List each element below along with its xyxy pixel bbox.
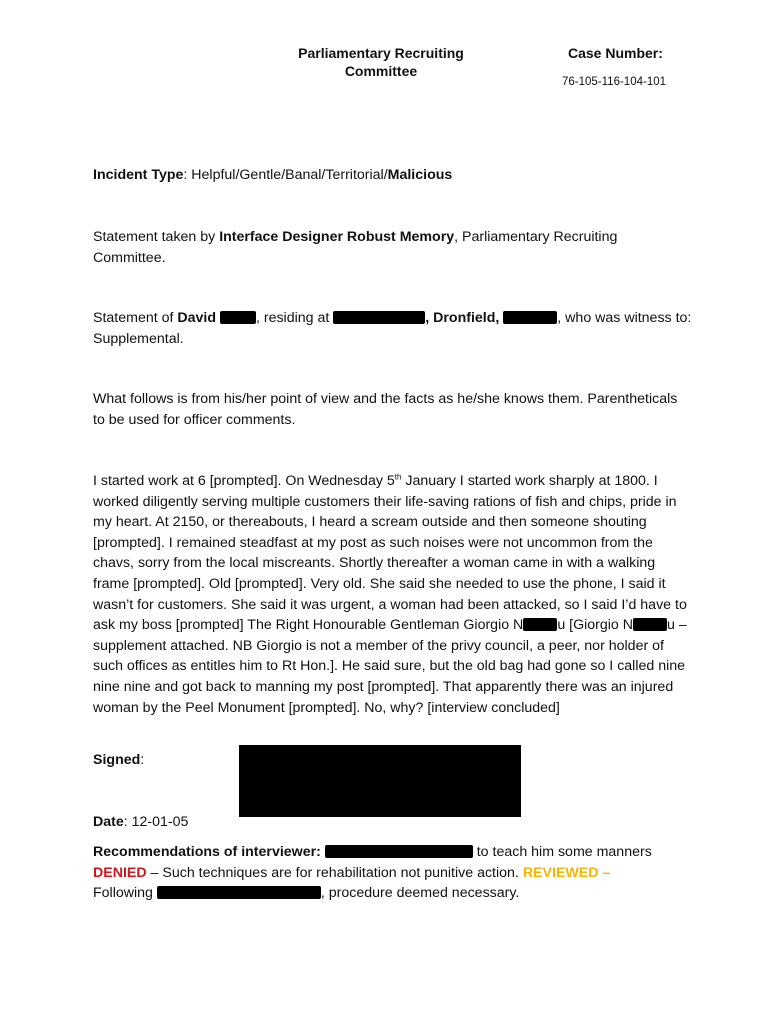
witness-town: , Dronfield, [425, 310, 504, 326]
signature-redaction [239, 745, 521, 817]
preamble: What follows is from his/her point of view and the facts as he/she knows them. Parentheticals to be used for officer comments. [93, 391, 678, 428]
case-number-value: 76-105-116-104-101 [562, 76, 667, 88]
witness-statement-body: I started work at 6 [prompted]. On Wednesday 5th January I started work sharply at 1800. I worked diligently serving multiple customers their life-saving rations of fish and chips, pride in my heart. At 2150, or thereabouts, I heard a scream outside and then someone shouting [prompted]. I remained steadfast at my post as such noises were not uncommon from the chavs, sorry from the local miscreants. Shortly thereafter a woman came in with a walking frame [prompted]. Old [prompted]. Very old. She said she needed to use the phone, I said it wasn’t for customers. She said it was urgent, a woman had been attacked, so I said I’d have to ask my boss [prompted] The Right Honourable Gentleman Giorgio N u [Giorgio N u – supplement attached. NB Giorgio is not a member of the privy council, a peer, nor holder of such offices as entitles him to Rt Hon.]. He said sure, but the old bag had gone so I called nine nine nine and got back to manning my post [prompted]. That apparently there was an injured woman by the Peel Monument [prompted]. No, why? [interview concluded] [93, 472, 687, 716]
statement-of: Statement of David , residing at , Dronfield, , who was witness to: Supplemental. [93, 310, 692, 347]
interviewer-name: Interface Designer Robust Memory [219, 229, 455, 245]
redaction-postcode [503, 311, 557, 324]
signed-label: Signed: [93, 752, 145, 768]
incident-type-options: Helpful/Gentle/Banal/Territorial/ [191, 167, 388, 183]
recommendations: Recommendations of interviewer: to teach him some manners DENIED – Such techniques are for rehabilitation not punitive action. REVIEWED – Following , procedure deemed necessary. [93, 844, 652, 902]
date [93, 813, 188, 831]
organization-line-2: Committee [344, 63, 418, 79]
redaction-recommendation [325, 845, 473, 858]
incident-type: Incident Type: Helpful/Gentle/Banal/Territorial/Malicious [93, 167, 453, 183]
case-number-label: Case Number: [568, 45, 663, 61]
date-label: Date [93, 814, 124, 830]
redaction-address [333, 311, 425, 324]
redaction-reason [157, 886, 321, 899]
redaction-boss-surname [523, 618, 557, 631]
denied-reason: – Such techniques are for rehabilitation not punitive action. [146, 864, 523, 881]
incident-type-label: Incident Type [93, 167, 184, 183]
organization-title [270, 44, 492, 80]
witness-name: David [177, 310, 220, 326]
organization-line-1: Parliamentary Recruiting [298, 45, 464, 61]
redaction-boss-surname-2 [633, 618, 667, 631]
recommendations-label: Recommendations of interviewer: [93, 844, 321, 860]
denied-status: DENIED [93, 864, 147, 881]
statement-taken-by: Statement taken by Interface Designer Robust Memory, Parliamentary Recruiting Committee. [93, 229, 618, 266]
incident-type-selected: Malicious [387, 167, 453, 183]
redaction-surname [220, 311, 256, 324]
reviewed-status: REVIEWED – [522, 864, 611, 881]
date-value: : 12-01-05 [123, 814, 189, 830]
